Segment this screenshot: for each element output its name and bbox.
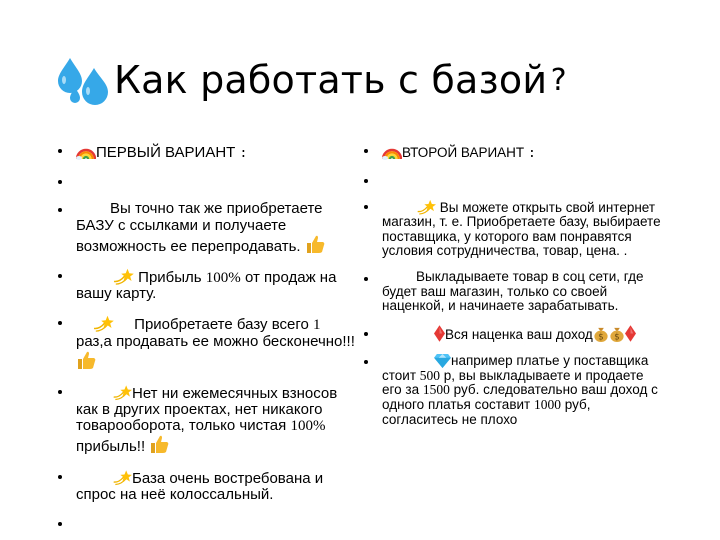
right-column [362,142,662,438]
left-empty-item [56,173,356,189]
thumbs-up-icon [305,234,325,254]
right-text-3: Вся наценка ваш доход [445,326,593,342]
red-diamond-icon [434,325,445,342]
money-bag-icon [609,325,625,342]
left-text-3a: Приобретаете базу всего [134,316,309,334]
right-text-4b: 500 [419,367,441,383]
left-empty-item [56,515,356,531]
right-empty-item [362,172,662,187]
page-title [58,52,568,108]
left-text-3c: раз,а продавать ее можно бесконечно!!! [76,332,355,350]
left-heading-item [56,142,356,161]
right-text-4a: например платье у поставщика стоит [382,353,649,383]
left-item-5 [56,468,356,503]
left-text-2a: Прибыль [138,268,202,286]
right-text-2: Выкладываете товар в соц сети, где будет ваш магазин, только со своей наценкой, и начинаете зарабатывать. [382,268,644,314]
left-column [56,142,356,540]
thumbs-up-icon [76,350,96,370]
left-item-3 [56,314,356,371]
right-text-4f: 1000 [533,396,561,412]
left-heading-colon: : [239,146,248,161]
left-text-2b: 100% [205,269,241,286]
dizzy-star-icon [112,267,134,285]
dizzy-star-icon [112,383,132,401]
left-text-5: База очень востребована и спрос на неё колоссальный. [76,469,324,503]
left-heading: ПЕРВЫЙ ВАРИАНТ [96,144,236,161]
rainbow-icon [382,142,402,160]
right-item-3 [362,325,662,343]
money-bag-icon [593,325,609,342]
right-text-4c: р, вы выкладываете и продаете его за [382,367,644,398]
right-text-4e: руб. следовательно ваш доход с одного платья составит [382,382,658,412]
right-heading-item [362,142,662,161]
left-item-2 [56,267,356,302]
right-item-4 [362,353,662,427]
rainbow-icon [76,142,96,160]
right-item-1 [362,198,662,259]
right-heading: ВТОРОЙ ВАРИАНТ [402,145,525,160]
left-text-4b: 100% [290,418,326,435]
water-drops-icon [58,54,112,106]
left-text-2c: от продаж на вашу карту. [76,268,337,303]
right-text-4d: 1500 [422,382,450,398]
dizzy-star-icon [92,314,114,332]
left-text-1: Вы точно так же приобретаете БАЗУ с ссылками и получаете возможность ее перепродавать. [76,200,323,255]
right-item-2 [362,270,662,314]
title-text: Как работать с базой [114,58,548,102]
right-text-4g: руб, согласитесь не плохо [382,396,591,427]
left-item-1 [56,201,356,255]
right-heading-colon: : [527,146,536,161]
right-text-1: Вы можете открыть свой интернет магазин, т. е. Приобретаете базу, выбираете поставщика, у которого вам понравятся условия сотрудничества, товар, цена. . [382,199,661,259]
left-text-4a: Нет ни ежемесячных взносов как в других проектах, нет никакого товарооборота, только чистая [76,384,338,435]
left-item-4 [56,383,356,456]
red-diamond-icon [625,325,636,342]
dizzy-star-icon [416,198,436,215]
left-text-3b: 1 [313,317,321,334]
blue-gem-icon [434,353,451,368]
left-text-4c: прибыль!! [76,438,146,456]
thumbs-up-icon [149,434,169,454]
dizzy-star-icon [112,468,132,486]
title-question-mark: ? [549,62,568,98]
